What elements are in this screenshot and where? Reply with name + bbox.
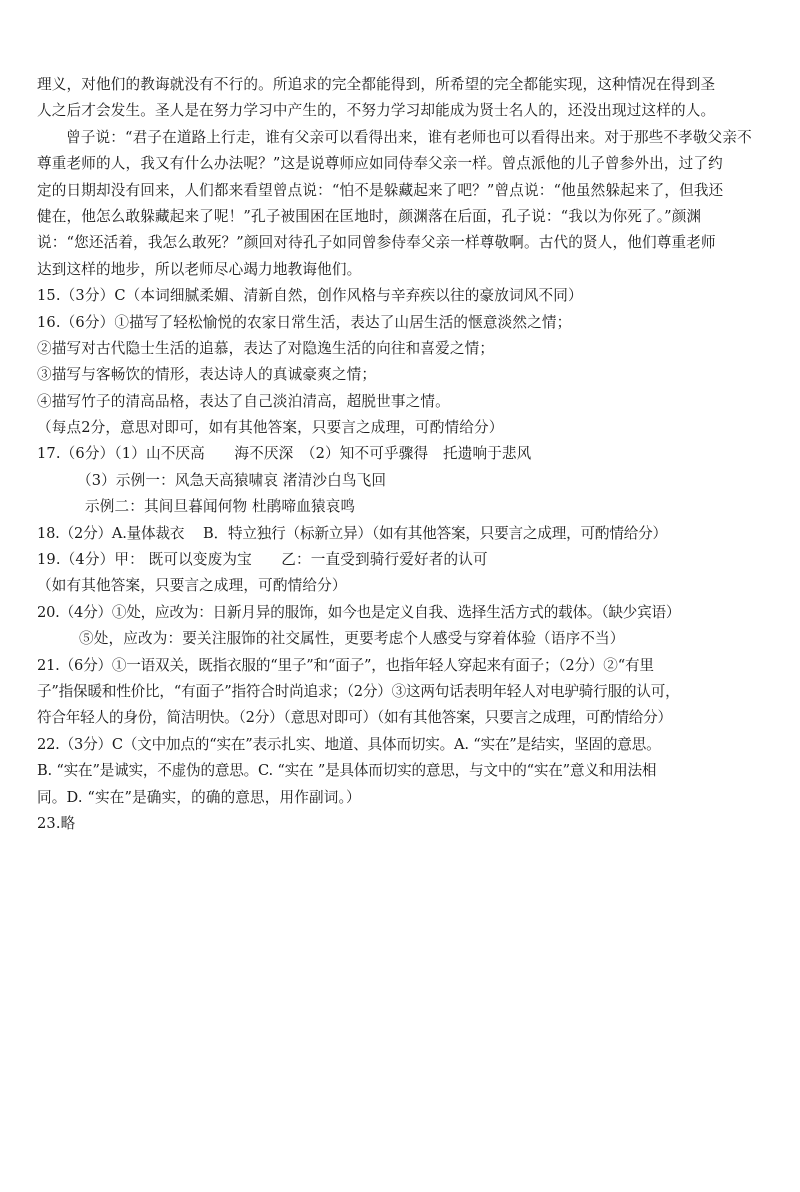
text-line: 人之后才会发生。圣人是在努力学习中产生的，不努力学习却能成为贤士名人的，还没出现过这样的人。: [37, 102, 716, 120]
answer-22: 22.（3分）C（文中加点的“实在”表示扎实、地道、具体而切实。A. “实在”是结实，坚固的意思。: [37, 735, 661, 753]
text-line: ③描写与客畅饮的情形，表达诗人的真诚豪爽之情；: [37, 366, 377, 384]
answer-20: 20.（4分）①处，应改为：日新月异的服饰，如今也是定义自我、选择生活方式的载体。（缺少宾语）: [37, 603, 681, 621]
text-line: 达到这样的地步，所以老师尽心竭力地教诲他们。: [37, 260, 362, 278]
answer-15: 15.（3分）C（本词细腻柔媚、清新自然，创作风格与辛弃疾以往的豪放词风不同）: [37, 287, 583, 305]
text-line: 健在，他怎么敢躲藏起来了呢！”孔子被围困在匡地时，颜渊落在后面，孔子说：“我以为你死了。”颜渊: [37, 207, 702, 225]
answer-19: 19.（4分）甲： 既可以变废为宝 乙：一直受到骑行爱好者的认可: [37, 551, 488, 569]
answer-16: 16.（6分）①描写了轻松愉悦的农家日常生活，表达了山居生活的惬意淡然之情；: [37, 313, 572, 331]
answer-17: 17.（6分）（1）山不厌高 海不厌深 （2）知不可乎骤得 托遗响于悲风: [37, 445, 532, 463]
text-line: 示例二：其间旦暮闻何物 杜鹃啼血猿哀鸣: [85, 498, 356, 516]
text-line: 尊重老师的人，我又有什么办法呢？”这是说尊师应如同侍奉父亲一样。曾点派他的儿子曾参外出，过了约: [37, 155, 723, 173]
text-line: 同。D. “实在”是确实，的确的意思，用作副词。）: [37, 788, 361, 806]
text-line: B. “实在”是诚实，不虚伪的意思。C. “实在 ”是具体而切实的意思，与文中的“实在”意义和用法相: [37, 762, 657, 780]
text-line: 理义，对他们的教诲就没有不行的。所追求的完全都能得到，所希望的完全都能实现，这种情况在得到圣: [37, 76, 716, 93]
text-line: 子”指保暖和性价比，“有面子”指符合时尚追求；（2分）③这两句话表明年轻人对电驴骑行服的认可，: [37, 682, 680, 700]
scoring-note: （如有其他答案，只要言之成理，可酌情给分）: [37, 577, 347, 595]
text-line: ⑤处，应改为：要关注服饰的社交属性，更要考虑个人感受与穿着体验（语序不当）: [79, 630, 625, 648]
scoring-note: （每点2分，意思对即可，如有其他答案，只要言之成理，可酌情给分）: [37, 419, 504, 437]
answer-document: [37, 72, 767, 837]
text-line: 定的日期却没有回来，人们都来看望曾点说：“怕不是躲藏起来了吧？”曾点说：“他虽然躲起来了，但我还: [37, 181, 724, 199]
text-line: 符合年轻人的身份，简洁明快。（2分）（意思对即可）（如有其他答案，只要言之成理，可酌情给分）: [37, 709, 672, 727]
answer-21: 21.（6分）①一语双关，既指衣服的“里子”和“面子”，也指年轻人穿起来有面子；（2分）②“有里: [37, 656, 654, 674]
text-line: 曾子说：“君子在道路上行走，谁有父亲可以看得出来，谁有老师也可以看得出来。对于那些不孝敬父亲不: [66, 128, 752, 146]
text-line: ④描写竹子的清高品格，表达了自己淡泊清高，超脱世事之情。: [37, 392, 450, 410]
text-line: 说：“您还活着，我怎么敢死？”颜回对待孔子如同曾参侍奉父亲一样尊敬啊。古代的贤人，他们尊重老师: [37, 234, 716, 252]
answer-18: 18.（2分）A.量体裁衣 B．特立独行（标新立异）（如有其他答案，只要言之成理，可酌情给分）: [37, 524, 667, 542]
text-line: ②描写对古代隐士生活的追慕，表达了对隐逸生活的向往和喜爱之情；: [37, 339, 495, 357]
text-line: （3）示例一：风急天高猿啸哀 渚清沙白鸟飞回: [77, 471, 387, 489]
answer-23: 23.略: [37, 814, 76, 832]
